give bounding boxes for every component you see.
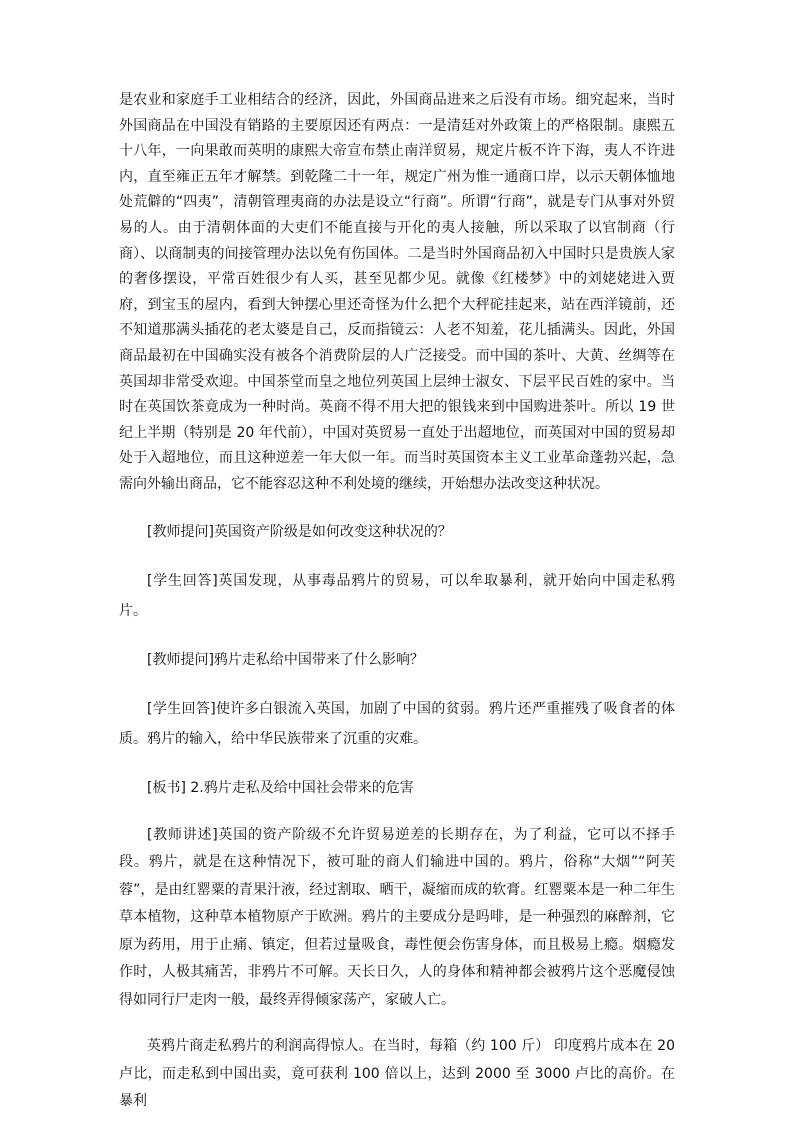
student-answer-1: [学生回答]英国发现，从事毒品鸦片的贸易，可以牟取暴利，就开始向中国走私鸦片。: [119, 572, 675, 619]
document-body: [119, 88, 675, 1116]
teacher-narration: [教师讲述]英国的资产阶级不允许贸易逆差的长期存在，为了利益，它可以不择手段。鸦片，就是在这种情况下，被可耻的商人们输进中国的。鸦片，俗称“大烟”“阿芙蓉”，是由红罂粟的青果汁液，经过割取、晒干，凝缩而成的软膏。红罂粟本是一种二年生草本植物，这种草本植物原产于欧洲。鸦片的主要成分是吗啡，是一种强烈的麻醉剂，它原为药用，用于止痛、镇定，但若过量吸食，毒性便会伤害身体，而且极易上瘾。烟瘾发作时，人极其痛苦，非鸦片不可解。天长日久，人的身体和精神都会被鸦片这个恶魔侵蚀得如同行尸走肉一般，最终弄得倾家荡产，家破人亡。: [119, 826, 675, 1008]
teacher-question-2: [教师提问]鸦片走私给中国带来了什么影响？: [147, 651, 424, 668]
paragraph-opium-profit: 英鸦片商走私鸦片的利润高得惊人。在当时，每箱（约 100 斤） 印度鸦片成本在 20 卢比，而走私到中国出卖，竟可获利 100 倍以上，达到 2000 至 3000 卢比的高价。在暴利: [119, 1038, 675, 1109]
student-answer-2: [学生回答]使许多白银流入英国，加剧了中国的贫弱。鸦片还严重摧残了吸食者的体质。鸦片的输入，给中华民族带来了沉重的灾难。: [119, 700, 675, 747]
teacher-question-1: [教师提问]英国资产阶级是如何改变这种状况的？: [147, 523, 452, 540]
paragraph-continuation: 是农业和家庭手工业相结合的经济，因此，外国商品进来之后没有市场。细究起来，当时外国商品在中国没有销路的主要原因还有两点：一是清廷对外政策上的严格限制。康熙五十八年，一向果敢而英明的康熙大帝宣布禁止南洋贸易，规定片板不许下海，夷人不许进内，直至雍正五年才解禁。到乾隆二十一年，规定广州为惟一通商口岸，以示天朝体恤地处荒僻的“四夷”，清朝管理夷商的办法是设立“行商”。所谓“行商”，就是专门从事对外贸易的人。由于清朝体面的大吏们不能直接与开化的夷人接触，所以采取了以官制商（行商）、以商制夷的间接管理办法以免有伤国体。二是当时外国商品初入中国时只是贵族人家的奢侈摆设，平常百姓很少有人买，甚至见都少见。就像《红楼梦》中的刘姥姥进入贾府，到宝玉的屋内，看到大钟摆心里还奇怪为什么把个大秤砣挂起来，站在西洋镜前，还不知道那满头插花的老太婆是自己，反而指镜云：人老不知羞，花儿插满头。因此，外国商品最初在中国确实没有被各个消费阶层的人广泛接受。而中国的茶叶、大黄、丝绸等在英国却非常受欢迎。中国茶堂而皇之地位列英国上层绅士淑女、下层平民百姓的家中。当时在英国饮茶竟成为一种时尚。英商不得不用大把的银钱来到中国购进茶叶。所以 19 世纪上半期（特别是 20 年代前），中国对英贸易一直处于出超地位，而英国对中国的贸易却处于入超地位，而且这种逆差一年大似一年。而当时英国资本主义工业革命蓬勃兴起，急需向外输出商品，它不能容忍这种不利处境的继续，开始想办法改变这种状况。: [119, 92, 675, 492]
blackboard-note: [板书] 2.鸦片走私及给中国社会带来的危害: [147, 779, 414, 796]
